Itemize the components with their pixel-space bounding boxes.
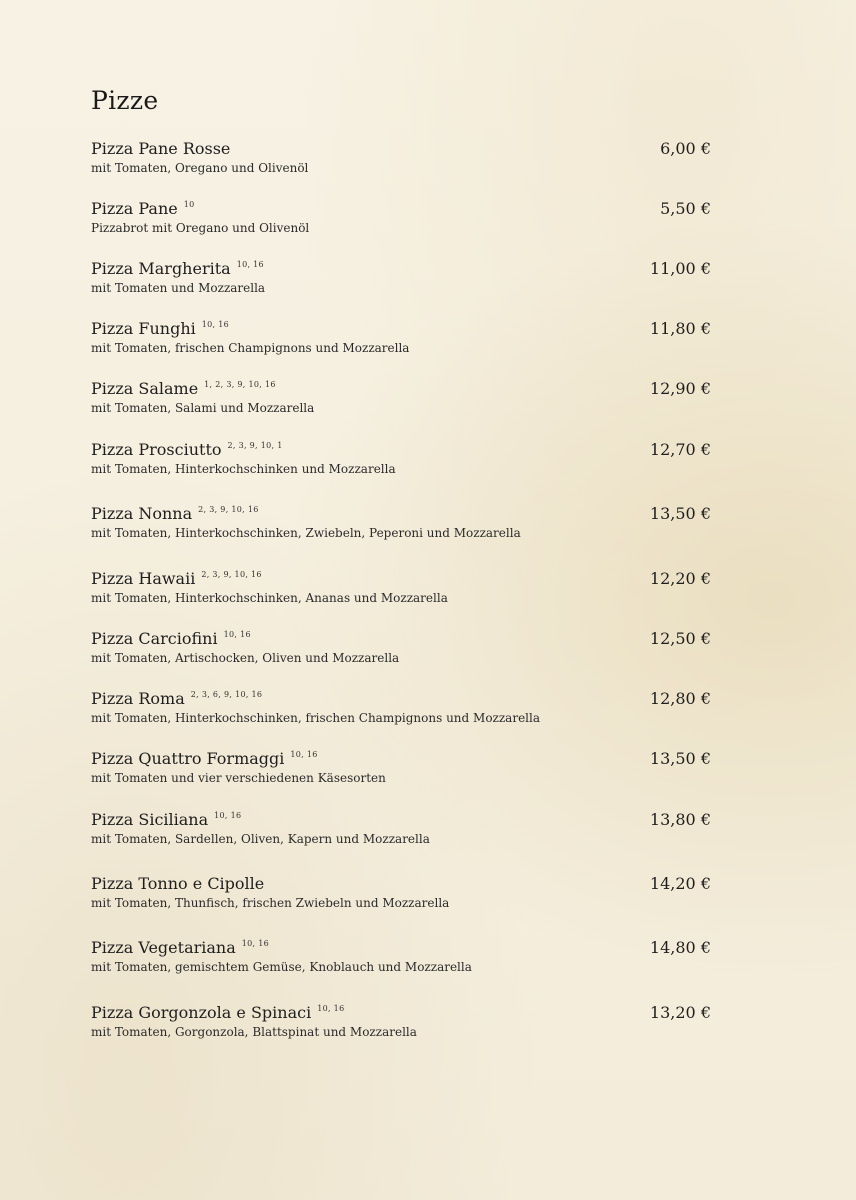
menu-item xyxy=(91,688,711,738)
item-name: Pizza Margherita xyxy=(91,259,231,278)
item-price: 12,20 € xyxy=(649,569,711,588)
item-price: 6,00 € xyxy=(660,139,711,158)
item-description: mit Tomaten und Mozzarella xyxy=(91,281,266,295)
item-name: Pizza Nonna xyxy=(91,504,193,523)
item-name: Pizza Tonno e Cipolle xyxy=(91,874,265,893)
item-allergens: 10, 16 xyxy=(223,630,251,639)
menu-item xyxy=(91,378,711,428)
item-description: Pizzabrot mit Oregano und Olivenöl xyxy=(91,221,310,235)
item-price: 14,80 € xyxy=(649,938,711,957)
section-title: Pizze xyxy=(91,86,159,115)
menu-item xyxy=(91,198,711,248)
item-price: 12,70 € xyxy=(649,440,711,459)
menu-item xyxy=(91,748,711,798)
item-name: Pizza Salame xyxy=(91,379,199,398)
menu-item xyxy=(91,937,711,987)
item-name: Pizza Pane Rosse xyxy=(91,139,231,158)
item-allergens: 2, 3, 6, 9, 10, 16 xyxy=(190,690,263,699)
menu-item xyxy=(91,258,711,308)
item-price: 12,50 € xyxy=(649,629,711,648)
item-price: 13,50 € xyxy=(649,504,711,523)
item-allergens: 10, 16 xyxy=(241,939,269,948)
item-price: 11,00 € xyxy=(649,259,711,278)
item-price: 13,50 € xyxy=(649,749,711,768)
item-name: Pizza Vegetariana xyxy=(91,938,236,957)
item-price: 11,80 € xyxy=(649,319,711,338)
menu-item xyxy=(91,503,711,553)
item-description: mit Tomaten, Sardellen, Oliven, Kapern und Mozzarella xyxy=(91,832,430,846)
item-allergens: 10, 16 xyxy=(214,811,242,820)
item-description: mit Tomaten, Gorgonzola, Blattspinat und Mozzarella xyxy=(91,1025,417,1039)
item-name: Pizza Carciofini xyxy=(91,629,218,648)
item-allergens: 10, 16 xyxy=(317,1004,345,1013)
item-price: 12,80 € xyxy=(649,689,711,708)
item-description: mit Tomaten, gemischtem Gemüse, Knoblauch und Mozzarella xyxy=(91,960,472,974)
item-name: Pizza Quattro Formaggi xyxy=(91,749,285,768)
item-name: Pizza Gorgonzola e Spinaci xyxy=(91,1003,312,1022)
item-description: mit Tomaten, Hinterkochschinken, Ananas und Mozzarella xyxy=(91,591,448,605)
item-description: mit Tomaten und vier verschiedenen Käsesorten xyxy=(91,771,386,785)
item-description: mit Tomaten, Hinterkochschinken, Zwiebeln, Peperoni und Mozzarella xyxy=(91,526,521,540)
item-description: mit Tomaten, Artischocken, Oliven und Mozzarella xyxy=(91,651,400,665)
item-name: Pizza Funghi xyxy=(91,319,196,338)
item-allergens: 2, 3, 9, 10, 16 xyxy=(201,570,262,579)
item-allergens: 10, 16 xyxy=(236,260,264,269)
item-allergens: 2, 3, 9, 10, 16 xyxy=(198,505,259,514)
item-price: 14,20 € xyxy=(649,874,711,893)
item-allergens: 2, 3, 9, 10, 1 xyxy=(227,441,283,450)
item-allergens: 1, 2, 3, 9, 10, 16 xyxy=(204,380,276,389)
menu-item xyxy=(91,568,711,618)
menu-item xyxy=(91,809,711,859)
menu-item xyxy=(91,439,711,489)
item-name: Pizza Pane xyxy=(91,199,178,218)
item-name: Pizza Hawaii xyxy=(91,569,196,588)
item-description: mit Tomaten, frischen Champignons und Mozzarella xyxy=(91,341,410,355)
item-allergens: 10, 16 xyxy=(290,750,318,759)
item-description: mit Tomaten, Salami und Mozzarella xyxy=(91,401,315,415)
item-description: mit Tomaten, Hinterkochschinken, frischen Champignons und Mozzarella xyxy=(91,711,541,725)
menu-item xyxy=(91,873,711,923)
item-description: mit Tomaten, Thunfisch, frischen Zwiebeln und Mozzarella xyxy=(91,896,450,910)
item-name: Pizza Siciliana xyxy=(91,810,209,829)
menu-item xyxy=(91,318,711,368)
item-name: Pizza Roma xyxy=(91,689,185,708)
item-name: Pizza Prosciutto xyxy=(91,440,222,459)
item-price: 13,80 € xyxy=(649,810,711,829)
item-description: mit Tomaten, Oregano und Olivenöl xyxy=(91,161,309,175)
item-price: 5,50 € xyxy=(660,199,711,218)
item-price: 13,20 € xyxy=(649,1003,711,1022)
menu-item xyxy=(91,1002,711,1052)
menu-item xyxy=(91,138,711,188)
item-description: mit Tomaten, Hinterkochschinken und Mozzarella xyxy=(91,462,396,476)
item-allergens: 10 xyxy=(183,200,195,209)
menu-item xyxy=(91,628,711,678)
item-price: 12,90 € xyxy=(649,379,711,398)
item-allergens: 10, 16 xyxy=(201,320,229,329)
